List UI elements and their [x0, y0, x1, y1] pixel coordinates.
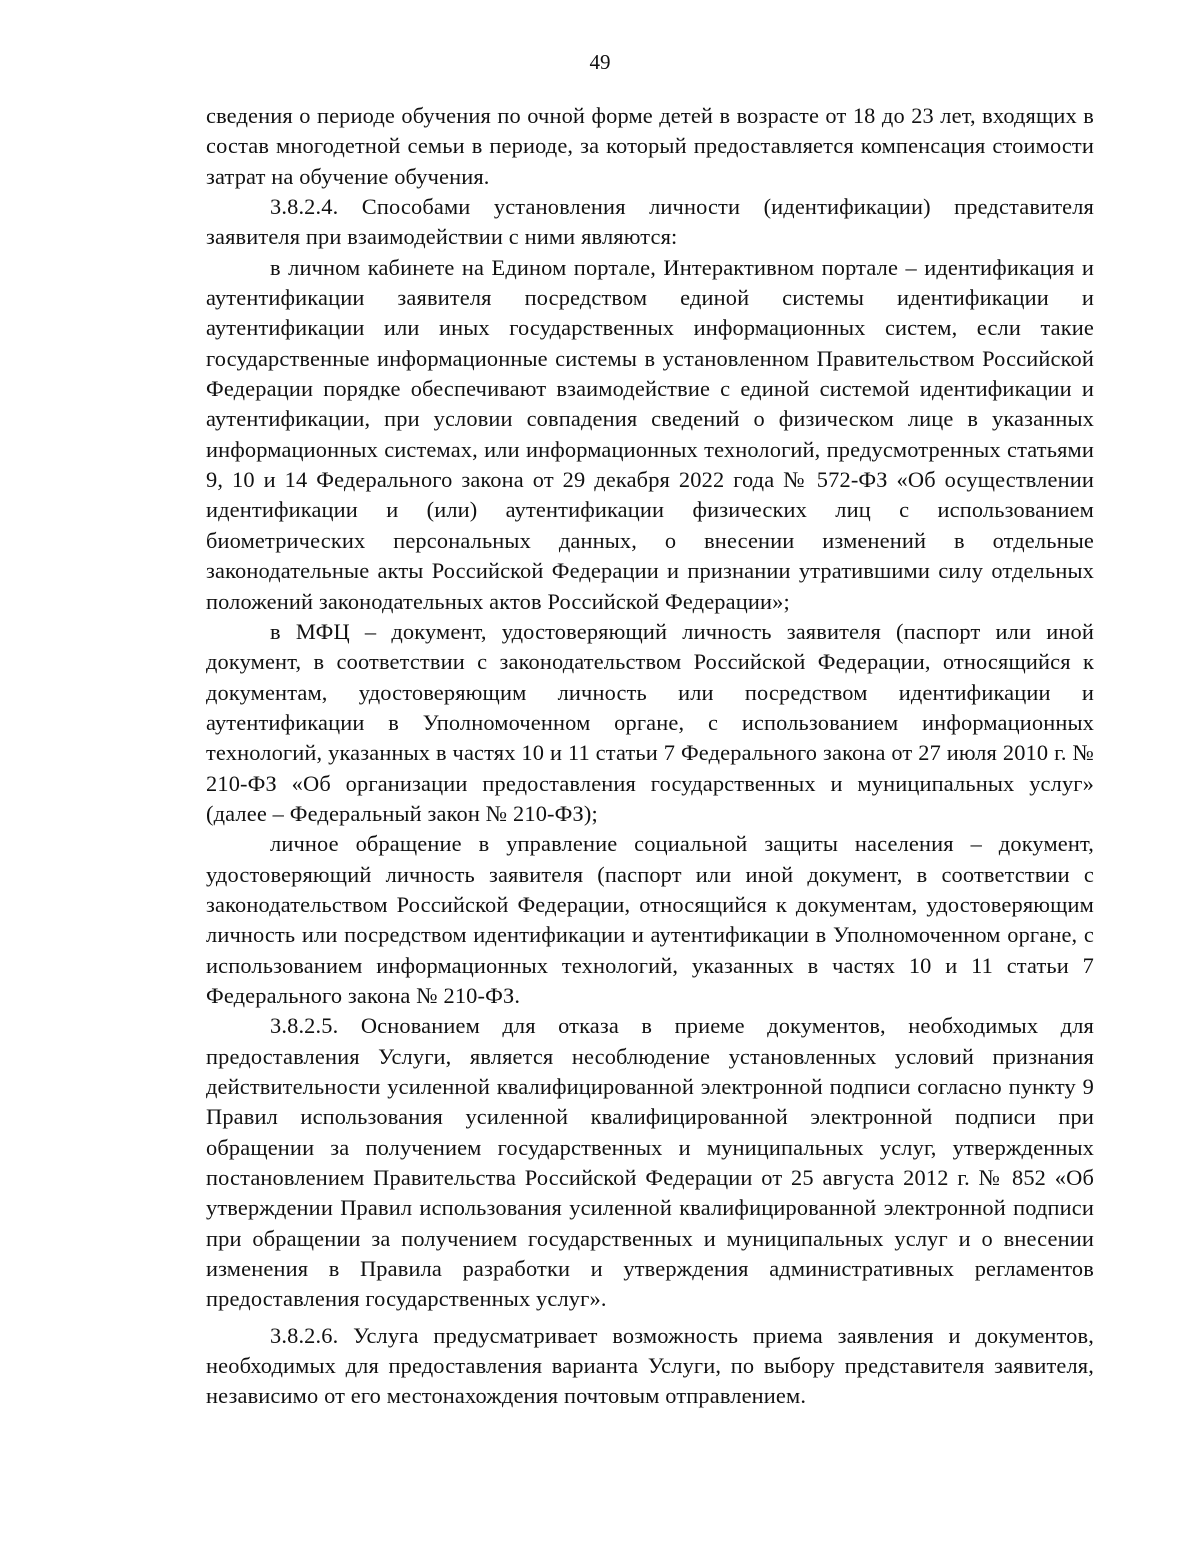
page-number: 49	[589, 50, 611, 74]
paragraph-3-8-2-5-refusal-grounds: 3.8.2.5. Основанием для отказа в приеме документов, необходимых для предоставления Услуги, является несоблюдение установленных условий признания действительности усиленной квалифицированной электронной подписи согласно пункту 9 Правил использования усиленной квалифицированной электронной подписи при обращении за получением государственных и муниципальных услуг, утвержденных постановлением Правительства Российской Федерации от 25 августа 2012 г. № 852 «Об утверждении Правил использования усиленной квалифицированной электронной подписи при обращении за получением государственных и муниципальных услуг и о внесении изменения в Правила разработки и утверждения административных регламентов предоставления государственных услуг».	[206, 1013, 1094, 1312]
paragraph-continuation-education-info: сведения о периоде обучения по очной форме детей в возрасте от 18 до 23 лет, входящих в состав многодетной семьи в периоде, за который предоставляется компенсация стоимости затрат на обучение обучения.	[206, 103, 1094, 189]
paragraph-3-8-2-4-identification-methods: 3.8.2.4. Способами установления личности (идентификации) представителя заявителя при взаимодействии с ними являются:	[206, 194, 1094, 250]
paragraph-3-8-2-6-postal-submission: 3.8.2.6. Услуга предусматривает возможность приема заявления и документов, необходимых для предоставления варианта Услуги, по выбору представителя заявителя, независимо от его местонахождения почтовым отправлением.	[206, 1322, 1094, 1409]
paragraph-identification-personal-visit: личное обращение в управление социальной защиты населения – документ, удостоверяющий личность заявителя (паспорт или иной документ, в соответствии с законодательством Российской Федерации, относящийся к документам, удостоверяющим личность или посредством идентификации и аутентификации в Уполномоченном органе, с использованием информационных технологий, указанных в частях 10 и 11 статьи 7 Федерального закона № 210-ФЗ.	[206, 831, 1094, 1008]
paragraph-identification-personal-account: в личном кабинете на Едином портале, Интерактивном портале – идентификация и аутентификации заявителя посредством единой системы идентификации и аутентификации или иных государственных информационных систем, если такие государственные информационные системы в установленном Правительством Российской Федерации порядке обеспечивают взаимодействие с единой системой идентификации и аутентификации, при условии совпадения сведений о физическом лице в указанных информационных системах, или информационных технологий, предусмотренных статьями 9, 10 и 14 Федерального закона от 29 декабря 2022 года № 572-ФЗ «Об осуществлении идентификации и (или) аутентификации физических лиц с использованием биометрических персональных данных, о внесении изменений в отдельные законодательные акты Российской Федерации и признании утратившими силу отдельных положений законодательных актов Российской Федерации»;	[206, 254, 1094, 614]
document-body	[206, 101, 1094, 1412]
paragraph-identification-mfc: в МФЦ – документ, удостоверяющий личность заявителя (паспорт или иной документ, в соответствии с законодательством Российской Федерации, относящийся к документам, удостоверяющим личность или посредством идентификации и аутентификации в Уполномоченном органе, с использованием информационных технологий, указанных в частях 10 и 11 статьи 7 Федерального закона от 27 июля 2010 г. № 210-ФЗ «Об организации предоставления государственных и муниципальных услуг» (далее – Федеральный закон № 210-ФЗ);	[206, 618, 1094, 826]
